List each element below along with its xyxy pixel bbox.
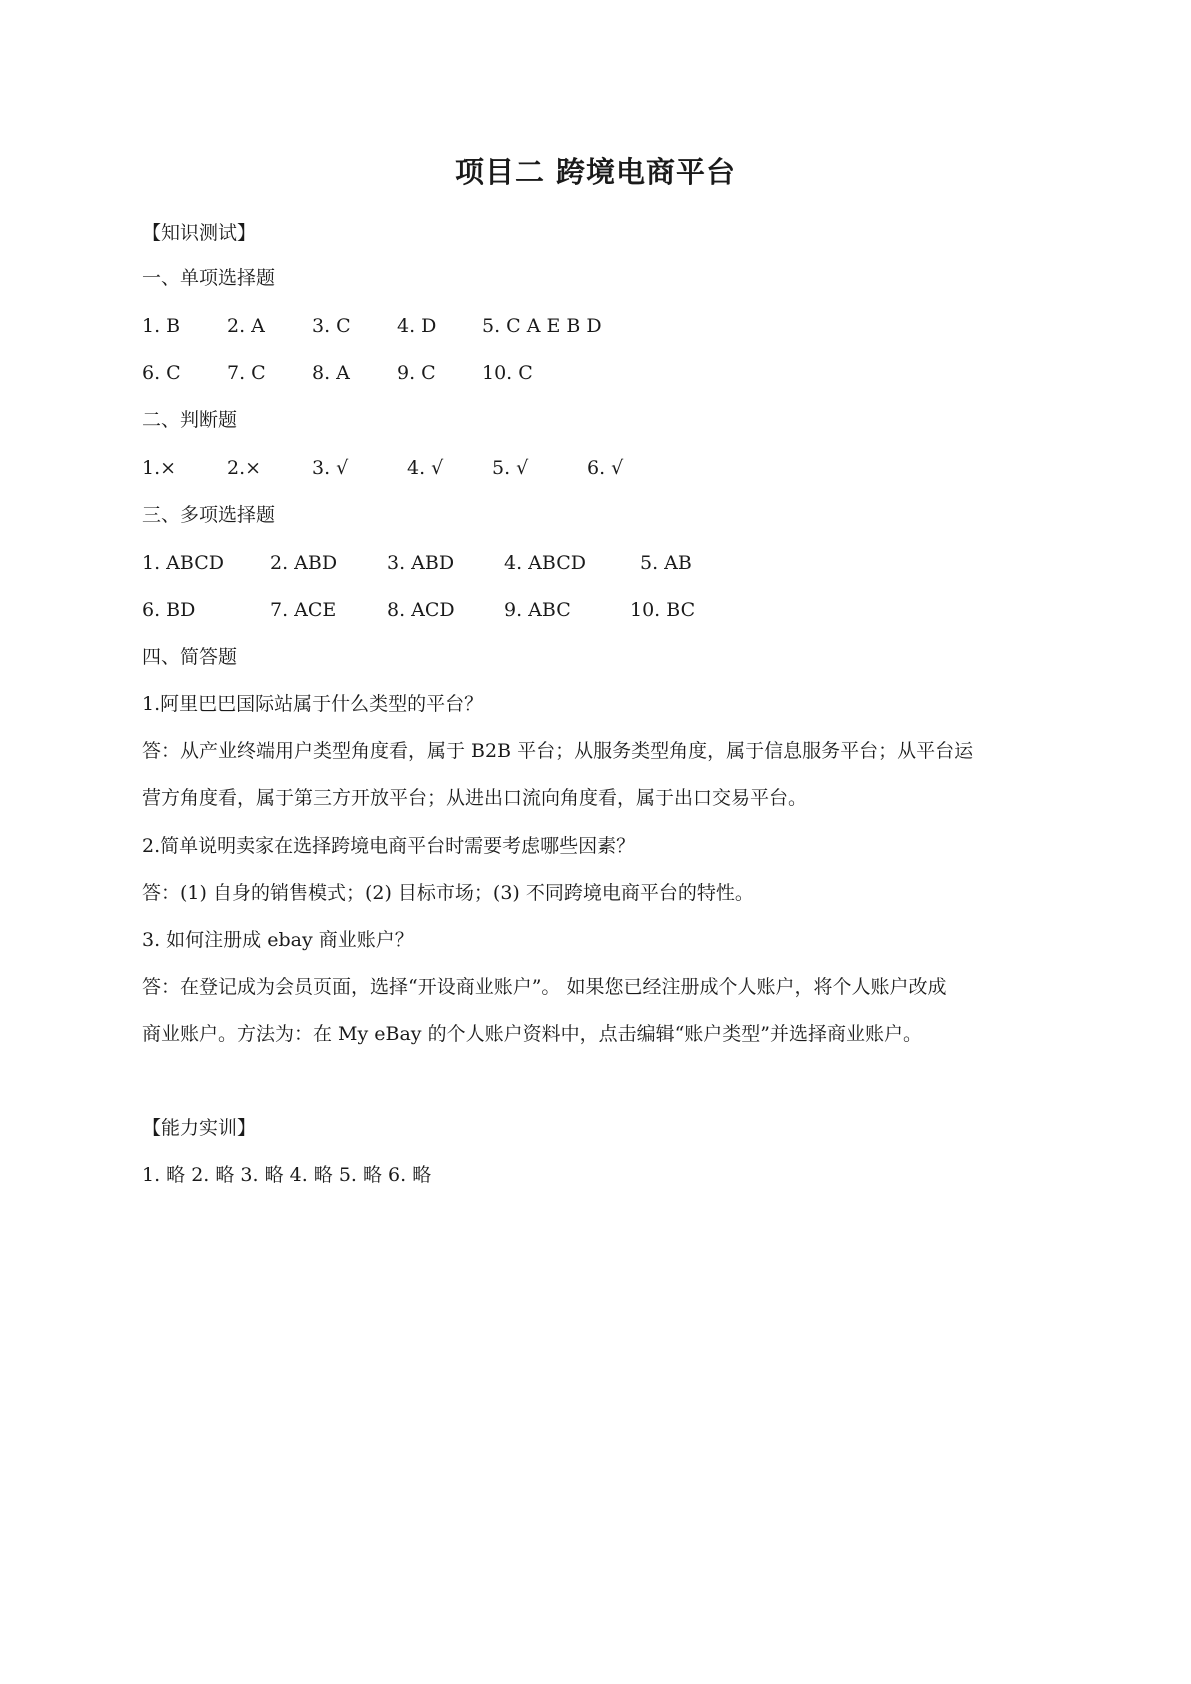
single-choice-heading: 一、单项选择题 xyxy=(142,267,276,289)
section-heading-knowledge-test: 【知识测试】 xyxy=(142,222,257,244)
skill-training-answers: 1. 略 2. 略 3. 略 4. 略 5. 略 6. 略 xyxy=(142,1164,432,1186)
page-title: 项目二 跨境电商平台 xyxy=(454,155,737,189)
answer-item: 4. D xyxy=(397,315,437,337)
answer-item: 7. C xyxy=(227,362,266,384)
answer-1-line-2: 营方角度看，属于第三方开放平台；从进出口流向角度看，属于出口交易平台。 xyxy=(142,787,808,809)
answer-item: 6. √ xyxy=(587,457,624,479)
answer-item: 3. C xyxy=(312,315,351,337)
answer-item: 4. √ xyxy=(407,457,444,479)
answer-item: 10. BC xyxy=(630,599,696,621)
answer-item: 6. BD xyxy=(142,599,196,621)
answer-item: 10. C xyxy=(482,362,533,384)
answer-item: 7. ACE xyxy=(270,599,337,621)
answer-item: 2. ABD xyxy=(270,552,338,574)
answer-item: 5. √ xyxy=(492,457,529,479)
answer-item: 2. A xyxy=(227,315,265,337)
multiple-choice-heading: 三、多项选择题 xyxy=(142,504,276,526)
answer-item: 1.× xyxy=(142,457,177,479)
section-heading-skill-training: 【能力实训】 xyxy=(142,1117,257,1139)
answer-item: 5. C A E B D xyxy=(482,315,602,337)
true-false-heading: 二、判断题 xyxy=(142,409,238,431)
answer-item: 6. C xyxy=(142,362,181,384)
short-answer-heading: 四、简答题 xyxy=(142,646,238,668)
answer-item: 5. AB xyxy=(640,552,692,574)
answer-item: 4. ABCD xyxy=(504,552,586,574)
answer-item: 8. ACD xyxy=(387,599,455,621)
answer-1-line-1: 答：从产业终端用户类型角度看，属于 B2B 平台；从服务类型角度，属于信息服务平台；从平台运 xyxy=(142,740,974,762)
question-2: 2.简单说明卖家在选择跨境电商平台时需要考虑哪些因素？ xyxy=(142,835,636,857)
answer-item: 3. √ xyxy=(312,457,349,479)
answer-item: 1. B xyxy=(142,315,181,337)
answer-3-line-1: 答：在登记成为会员页面，选择“开设商业账户”。 如果您已经注册成个人账户，将个人账户改成 xyxy=(142,976,947,998)
answer-3-line-2: 商业账户。方法为：在 My eBay 的个人账户资料中，点击编辑“账户类型”并选择商业账户。 xyxy=(142,1023,923,1045)
answer-item: 1. ABCD xyxy=(142,552,224,574)
answer-2: 答：(1) 自身的销售模式；(2) 目标市场；(3) 不同跨境电商平台的特性。 xyxy=(142,882,754,904)
answer-item: 2.× xyxy=(227,457,262,479)
answer-item: 9. ABC xyxy=(504,599,571,621)
answer-item: 8. A xyxy=(312,362,350,384)
answer-item: 3. ABD xyxy=(387,552,455,574)
question-3: 3. 如何注册成 ebay 商业账户？ xyxy=(142,929,414,951)
question-1: 1.阿里巴巴国际站属于什么类型的平台？ xyxy=(142,693,484,715)
answer-item: 9. C xyxy=(397,362,436,384)
